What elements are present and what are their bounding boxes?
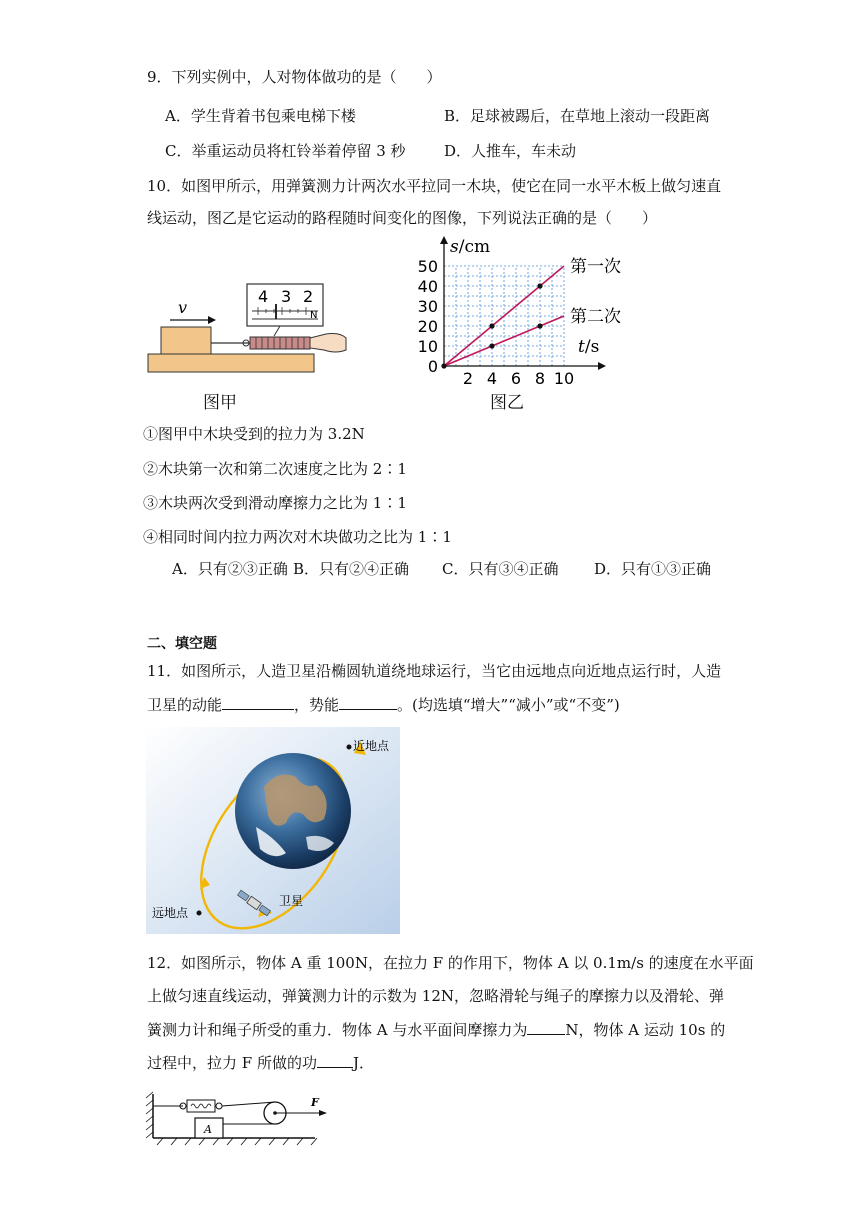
scale-unit: N bbox=[310, 310, 318, 321]
q10-option-c: C．只有③④正确 bbox=[442, 560, 559, 578]
wood-block bbox=[161, 327, 211, 354]
origin-point bbox=[441, 363, 446, 368]
y-tick-label: 20 bbox=[417, 317, 438, 336]
pulley-figure bbox=[143, 1088, 333, 1146]
x-tick-label: 6 bbox=[510, 369, 522, 388]
q11-blank-kinetic[interactable] bbox=[222, 693, 294, 710]
x-tick-label: 4 bbox=[486, 369, 498, 388]
q12-blank-friction[interactable] bbox=[527, 1018, 565, 1035]
y-axis-arrow bbox=[440, 236, 448, 244]
q10-stem-line2: 线运动，图乙是它运动的路程随时间变化的图像，下列说法正确的是（ ） bbox=[147, 209, 658, 227]
q11-text-c: 。(均选填“增大”“减小”或“不变”) bbox=[397, 696, 620, 714]
satellite-orbit-figure bbox=[146, 727, 400, 934]
q9-option-a: A．学生背着书包乘电梯下楼 bbox=[165, 107, 356, 125]
y-tick-label: 10 bbox=[417, 337, 438, 356]
x-tick-label: 8 bbox=[534, 369, 546, 388]
series-line-2 bbox=[444, 316, 564, 366]
section-title: 二、填空题 bbox=[147, 636, 217, 652]
y-axis-label: s/cm bbox=[450, 237, 491, 257]
q12-line4 bbox=[147, 1051, 374, 1073]
x-axis-arrow bbox=[598, 362, 606, 370]
x-tick-label: 2 bbox=[462, 369, 474, 388]
figure-a-caption: 图甲 bbox=[203, 393, 237, 413]
data-point bbox=[537, 283, 542, 288]
q9-stem: 9．下列实例中，人对物体做功的是（ ） bbox=[147, 68, 442, 86]
force-f-label: F bbox=[311, 1096, 319, 1109]
board bbox=[148, 354, 314, 372]
q11-text-b: ，势能 bbox=[294, 696, 340, 714]
y-tick-label: 50 bbox=[417, 257, 438, 276]
statement-1: ①图甲中木块受到的拉力为 3.2N bbox=[143, 425, 365, 443]
y-tick-label: 40 bbox=[417, 277, 438, 296]
velocity-label: v bbox=[178, 298, 188, 317]
statement-3: ③木块两次受到滑动摩擦力之比为 1∶1 bbox=[143, 494, 407, 512]
q11-blank-potential[interactable] bbox=[339, 693, 397, 710]
q12-text-b: N，物体 A 运动 10s 的 bbox=[565, 1021, 726, 1039]
q12-text-d: J． bbox=[352, 1054, 374, 1072]
figure-b-chart bbox=[400, 234, 640, 414]
q10-stem-line1: 10．如图甲所示，用弹簧测力计两次水平拉同一木块，使它在同一水平木板上做匀速直 bbox=[147, 177, 722, 195]
q10-option-b: B．只有②④正确 bbox=[293, 560, 410, 578]
q11-line2 bbox=[147, 693, 620, 715]
data-point bbox=[489, 343, 494, 348]
q12-line2: 上做匀速直线运动，弹簧测力计的示数为 12N，忽略滑轮与绳子的摩擦力以及滑轮、弹 bbox=[147, 987, 724, 1005]
figure-b-caption: 图乙 bbox=[490, 393, 524, 413]
q12-blank-work[interactable] bbox=[317, 1051, 353, 1068]
far-point-label: 远地点 bbox=[152, 906, 189, 920]
block-a-label: A bbox=[204, 1123, 212, 1136]
q12-text-a: 簧测力计和绳子所受的重力．物体 A 与水平面间摩擦力为 bbox=[147, 1021, 528, 1039]
data-point bbox=[537, 323, 542, 328]
statement-4: ④相同时间内拉力两次对木块做功之比为 1∶1 bbox=[143, 528, 452, 546]
series-label-1: 第一次 bbox=[570, 257, 621, 277]
y-tick-label: 30 bbox=[417, 297, 438, 316]
origin-label: 0 bbox=[427, 357, 438, 376]
q9-option-d: D．人推车，车未动 bbox=[444, 142, 577, 160]
q12-line1: 12．如图所示，物体 A 重 100N，在拉力 F 的作用下，物体 A 以 0.1m/s 的速度在水平面 bbox=[147, 954, 754, 972]
q10-option-a: A．只有②③正确 bbox=[172, 560, 288, 578]
q9-option-c: C．举重运动员将杠铃举着停留 3 秒 bbox=[165, 142, 406, 160]
q12-line3 bbox=[147, 1018, 725, 1040]
satellite-label: 卫星 bbox=[279, 894, 304, 908]
series-label-2: 第二次 bbox=[570, 307, 621, 327]
data-point bbox=[489, 323, 494, 328]
x-axis-label: t/s bbox=[578, 337, 600, 357]
q10-option-d: D．只有①③正确 bbox=[594, 560, 712, 578]
q12-text-c: 过程中，拉力 F 所做的功 bbox=[147, 1054, 317, 1072]
hand bbox=[310, 334, 346, 353]
q9-option-b: B．足球被踢后，在草地上滚动一段距离 bbox=[444, 107, 711, 125]
scale-tick-2: 2 bbox=[303, 287, 314, 306]
q11-text-a: 卫星的动能 bbox=[147, 696, 223, 714]
scale-tick-4: 4 bbox=[258, 287, 269, 306]
figure-a-spring-scale bbox=[140, 280, 360, 410]
x-tick-label: 10 bbox=[553, 369, 575, 388]
statement-2: ②木块第一次和第二次速度之比为 2∶1 bbox=[143, 460, 407, 478]
q11-line1: 11．如图所示，人造卫星沿椭圆轨道绕地球运行，当它由远地点向近地点运行时，人造 bbox=[147, 662, 722, 680]
scale-tick-3: 3 bbox=[281, 287, 292, 306]
near-point-label: 近地点 bbox=[353, 739, 390, 753]
